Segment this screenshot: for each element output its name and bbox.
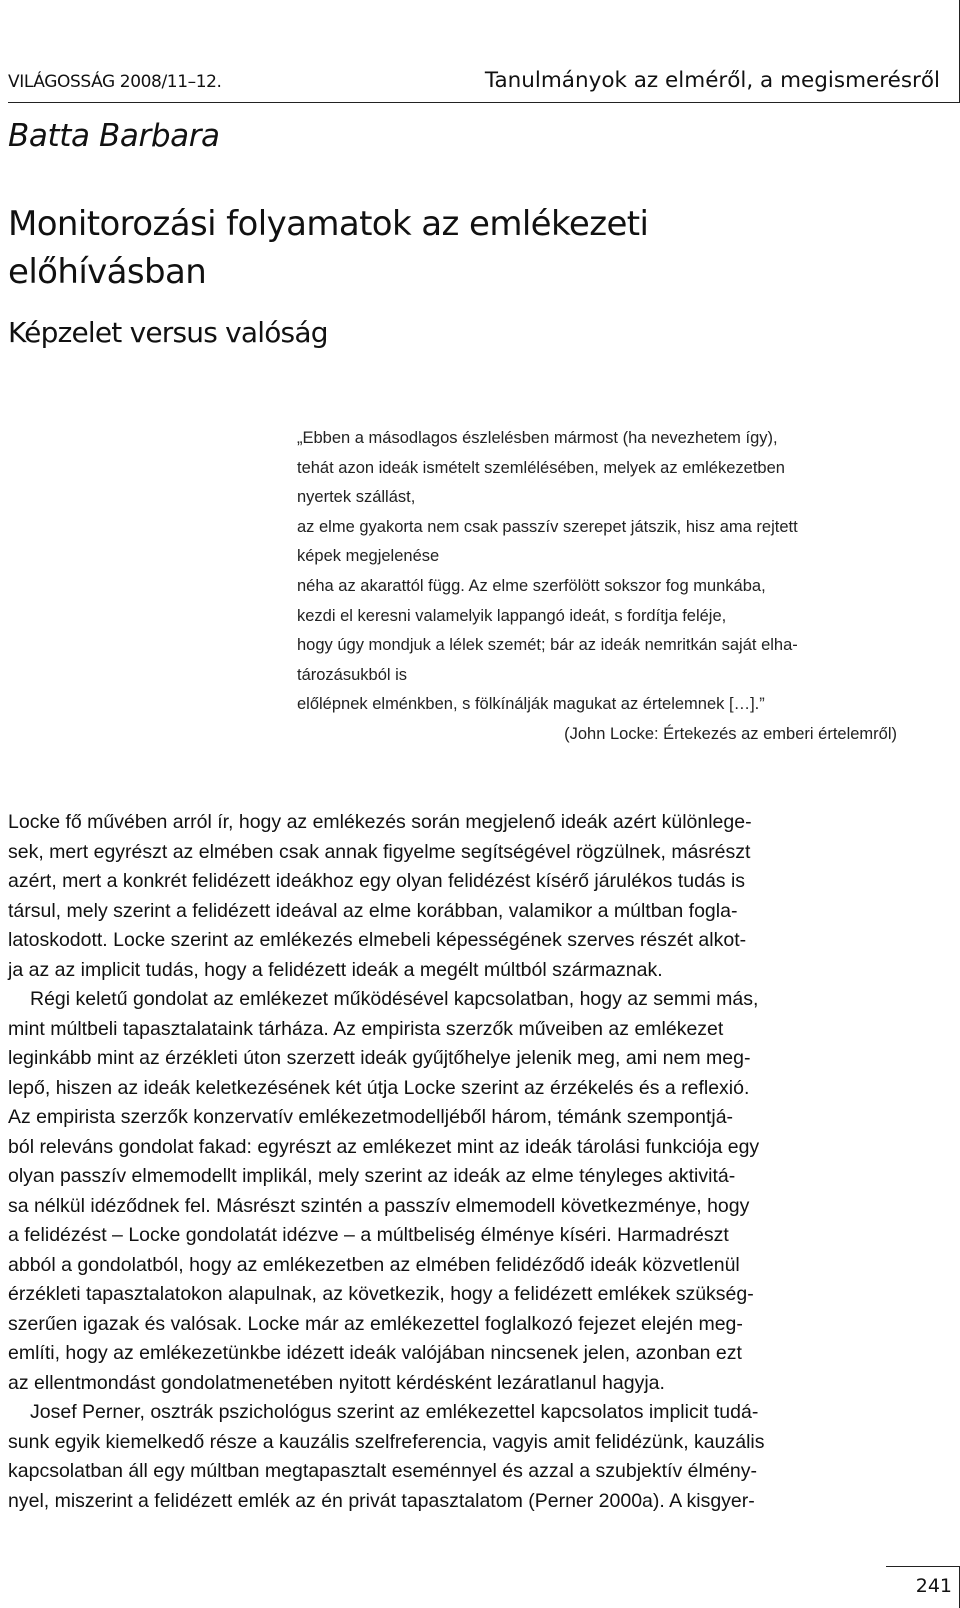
epigraph-line: nyertek szállást,	[297, 488, 416, 507]
body-line: szerűen igazak és valósak. Locke már az emlékezettel foglalkozó fejezet elején meg-	[8, 1312, 743, 1335]
section-title: Tanulmányok az elméről, a megismerésről	[484, 68, 940, 93]
body-line: olyan passzív elmemodellt implikál, mely szerint az ideák az elme tényleges aktivitá-	[8, 1165, 736, 1187]
body-line: ból releváns gondolat fakad: egyrészt az emlékezet mint az ideák tárolási funkciója egy	[8, 1135, 760, 1158]
body-line: azért, mert a konkrét felidézett ideákhoz egy olyan felidézést kísérő járulékos tudás is	[8, 870, 746, 892]
epigraph-line: előlépnek elménkben, s fölkínálják magukat az értelemnek […].”	[297, 695, 765, 714]
article-title: Monitorozási folyamatok az emlékezeti előhívásban	[8, 204, 649, 292]
epigraph-source: (John Locke: Értekezés az emberi értelemről)	[564, 724, 897, 743]
body-line: Locke fő művében arról ír, hogy az emlékezés során megjelenő ideák azért különlege-	[8, 811, 752, 833]
body-line: Az empirista szerzők konzervatív emlékezetmodelljéből három, témánk szempontjá-	[8, 1106, 734, 1128]
header-rule	[8, 102, 960, 103]
body-line: említi, hogy az emlékezetünkbe idézett ideák valójában nincsenek jelen, azonban ezt	[8, 1342, 742, 1364]
epigraph-line: „Ebben a másodlagos észlelésben mármost (ha nevezhetem így),	[297, 429, 778, 447]
body-line: Josef Perner, osztrák pszichológus szerint az emlékezettel kapcsolatos implicit tudá-	[30, 1401, 759, 1423]
body-line: kapcsolatban áll egy múltban megtapasztalt eseménnyel és azzal a szubjektív élmény-	[8, 1460, 757, 1482]
article-subtitle: Képzelet versus valóság	[8, 316, 328, 349]
body-line: a felidézést – Locke gondolatát idézve – a múltbeliség élménye kíséri. Harmadrészt	[8, 1224, 729, 1246]
journal-issue: VILÁGOSSÁG 2008/11–12.	[8, 72, 222, 92]
epigraph-line: az elme gyakorta nem csak passzív szerepet játszik, hisz ama rejtett	[297, 517, 798, 536]
article-author: Batta Barbara	[8, 118, 220, 154]
body-line: nyel, miszerint a felidézett emlék az én privát tapasztalatom (Perner 2000a). A kisgyer-	[8, 1489, 755, 1512]
body-line: latoskodott. Locke szerint az emlékezés elmebeli képességének szerves részét alkot-	[8, 929, 747, 951]
body-line: Régi keletű gondolat az emlékezet működésével kapcsolatban, hogy az semmi más,	[30, 988, 759, 1010]
epigraph-line: hogy úgy mondjuk a lélek szemét; bár az ideák nemritkán saját elha-	[297, 636, 798, 655]
body-line: sunk egyik kiemelkedő része a kauzális szelfreferencia, vagyis amit felidézünk, kauzális	[8, 1430, 765, 1453]
epigraph-line: néha az akarattól függ. Az elme szerfölött sokszor fog munkába,	[297, 576, 766, 595]
epigraph-line: tározásukból is	[297, 665, 408, 684]
body-line: társul, mely szerint a felidézett ideával az elme korábban, valamikor a múltban fogla-	[8, 899, 738, 922]
body-line: érzékleti tapasztalatokon alapulnak, az következik, hogy a felidézett emlékek szükség-	[8, 1283, 754, 1305]
body-line: sa nélkül idéződnek fel. Másrészt szintén a passzív elmemodell következménye, hogy	[8, 1194, 750, 1217]
epigraph-line: tehát azon ideák ismételt szemlélésében, melyek az emlékezetben	[297, 458, 785, 477]
epigraph-line: kezdi el keresni valamelyik lappangó ideát, s fordítja feléje,	[297, 606, 727, 625]
body-line: sek, mert egyrészt az elmében csak annak figyelme segítségével rögzülnek, másrészt	[8, 840, 751, 863]
body-line: az ellentmondást gondolatmenetében nyitott kérdésként lezáratlanul hagyja.	[8, 1371, 665, 1394]
epigraph	[297, 424, 897, 743]
epigraph-line: képek megjelenése	[297, 547, 440, 566]
body-line: mint múltbeli tapasztalataink tárháza. Az empirista szerzők műveiben az emlékezet	[8, 1017, 724, 1040]
body-line: abból a gondolatból, hogy az emlékezetben az elmében felidéződő ideák közvetlenül	[8, 1253, 740, 1276]
page-number: 241	[915, 1575, 952, 1597]
body-line: lepő, hiszen az ideák keletkezésének két útja Locke szerint az érzékelés és a reflexió.	[8, 1076, 750, 1099]
running-header	[8, 66, 960, 102]
footer-corner-rule	[886, 1566, 960, 1567]
body-line: ja az az implicit tudás, hogy a felidézett ideák a megélt múltból származnak.	[8, 958, 663, 981]
body-line: leginkább mint az érzékleti úton szerzett ideák gyűjtőhelye jelenik meg, ami nem meg-	[8, 1047, 751, 1069]
article-body	[8, 808, 888, 1516]
